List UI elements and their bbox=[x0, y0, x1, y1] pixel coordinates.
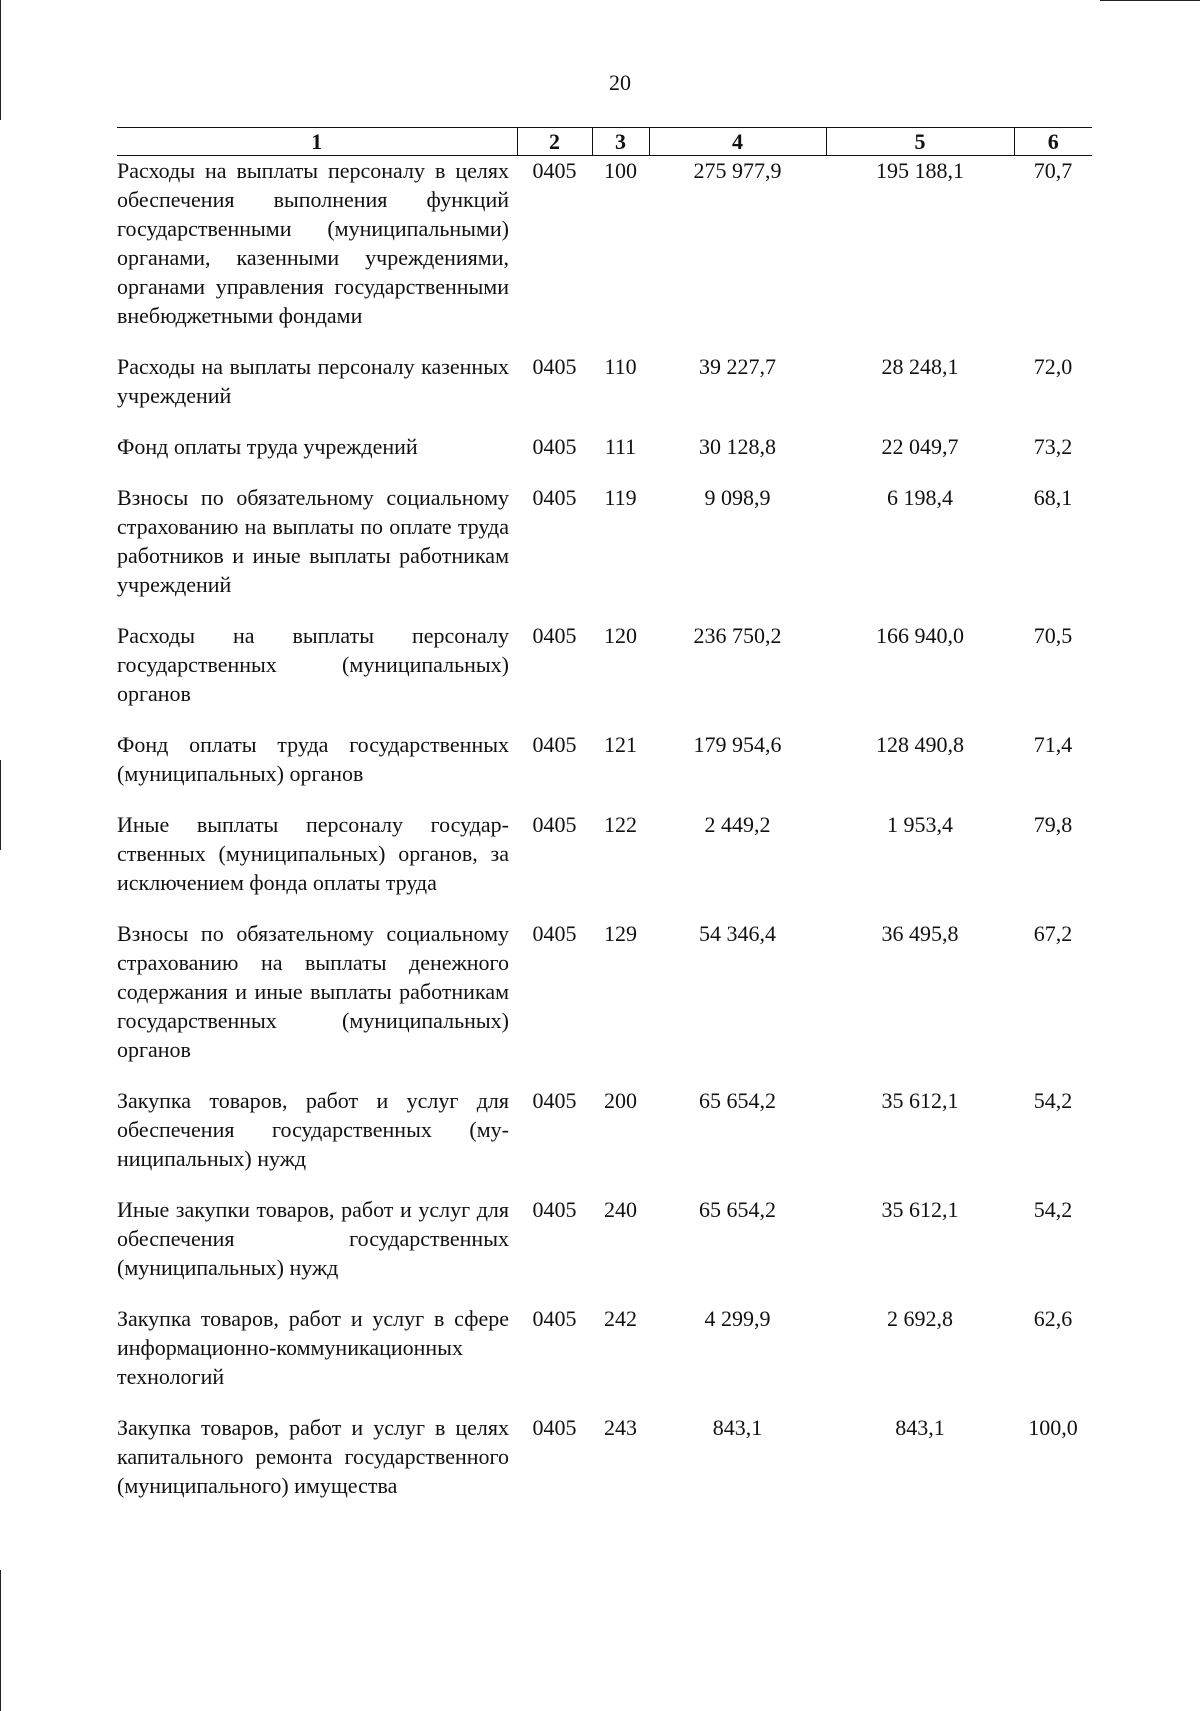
row-section: 0405 bbox=[532, 434, 577, 459]
row-actual: 35 612,1 bbox=[881, 1197, 959, 1222]
row-expense-type: 200 bbox=[604, 1088, 637, 1113]
row-plan: 4 299,9 bbox=[704, 1306, 771, 1331]
row-name: Закупка товаров, работ и услуг в целях капитального ремонта государственного (муниципального) имущества bbox=[117, 1415, 509, 1498]
row-expense-type: 240 bbox=[604, 1197, 637, 1222]
header-col-6: 6 bbox=[1014, 128, 1092, 156]
row-percent: 62,6 bbox=[1033, 1306, 1073, 1331]
row-plan: 2 449,2 bbox=[704, 812, 771, 837]
row-expense-type: 110 bbox=[604, 354, 637, 379]
row-name: Иные закупки товаров, работ и услуг для обеспечения государственных (муниципальных) нужд bbox=[117, 1197, 509, 1280]
header-col-5: 5 bbox=[826, 128, 1014, 156]
row-actual: 35 612,1 bbox=[881, 1088, 959, 1113]
table-row bbox=[117, 432, 1092, 483]
row-section: 0405 bbox=[532, 732, 577, 757]
scan-edge-mark-left-top bbox=[0, 0, 1, 120]
row-name: Фонд оплаты труда государственных (муниципальных) органов bbox=[117, 732, 509, 786]
row-percent: 71,4 bbox=[1033, 732, 1073, 757]
table-row bbox=[117, 919, 1092, 1086]
row-plan: 30 128,8 bbox=[699, 434, 776, 459]
header-col-1: 1 bbox=[117, 128, 517, 156]
row-name: Расходы на выплаты персоналу казенных учреждений bbox=[117, 354, 509, 408]
budget-execution-table bbox=[117, 127, 1092, 1522]
row-name: Закупка товаров, работ и услуг в сфере информационно-коммуникационных технологий bbox=[117, 1306, 509, 1389]
row-section: 0405 bbox=[532, 1415, 577, 1440]
row-section: 0405 bbox=[532, 485, 577, 510]
row-percent: 100,0 bbox=[1028, 1415, 1078, 1440]
header-col-2: 2 bbox=[517, 128, 592, 156]
row-percent: 67,2 bbox=[1033, 921, 1073, 946]
row-expense-type: 100 bbox=[604, 158, 637, 183]
scan-edge-mark-left-bottom bbox=[0, 1570, 1, 1711]
row-actual: 22 049,7 bbox=[881, 434, 959, 459]
row-percent: 70,7 bbox=[1033, 158, 1073, 183]
row-name: Расходы на выплаты персоналу в целях обеспечения выполнения функций государственными (муниципальными) органами, казенными учреждениями, органами управления государственными внебюджетными фондами bbox=[117, 158, 509, 328]
row-expense-type: 121 bbox=[604, 732, 637, 757]
row-percent: 70,5 bbox=[1033, 623, 1073, 648]
row-plan: 39 227,7 bbox=[699, 354, 776, 379]
row-name: Взносы по обязательному социальному страхованию на выплаты денежного содержания и иные выплаты работникам государственных (муниципальных) органов bbox=[117, 921, 509, 1062]
row-expense-type: 243 bbox=[604, 1415, 637, 1440]
table-row bbox=[117, 156, 1092, 353]
table-row bbox=[117, 621, 1092, 730]
table-row bbox=[117, 483, 1092, 621]
row-name: Взносы по обязательному социальному страхованию на выплаты по оплате труда работников и иные выплаты работникам учреждений bbox=[117, 485, 509, 597]
row-plan: 843,1 bbox=[712, 1415, 763, 1440]
header-col-3: 3 bbox=[592, 128, 649, 156]
header-col-4: 4 bbox=[649, 128, 826, 156]
row-section: 0405 bbox=[532, 354, 577, 379]
table-row bbox=[117, 352, 1092, 432]
row-plan: 9 098,9 bbox=[704, 485, 771, 510]
row-section: 0405 bbox=[532, 1088, 577, 1113]
table-row bbox=[117, 1195, 1092, 1304]
row-actual: 166 940,0 bbox=[876, 623, 964, 648]
row-expense-type: 122 bbox=[604, 812, 637, 837]
row-expense-type: 119 bbox=[604, 485, 637, 510]
table-row bbox=[117, 730, 1092, 810]
row-expense-type: 120 bbox=[604, 623, 637, 648]
row-section: 0405 bbox=[532, 1197, 577, 1222]
row-percent: 79,8 bbox=[1033, 812, 1073, 837]
row-actual: 843,1 bbox=[895, 1415, 945, 1440]
row-section: 0405 bbox=[532, 623, 577, 648]
row-actual: 6 198,4 bbox=[887, 485, 953, 510]
row-actual: 128 490,8 bbox=[876, 732, 964, 757]
row-name: Расходы на выплаты персоналу государственных (муниципальных) органов bbox=[117, 623, 509, 706]
scan-edge-mark-top-right bbox=[1100, 0, 1200, 1]
row-expense-type: 242 bbox=[604, 1306, 637, 1331]
row-percent: 54,2 bbox=[1033, 1088, 1073, 1113]
scan-edge-mark-left-middle bbox=[0, 760, 1, 850]
row-actual: 1 953,4 bbox=[887, 812, 953, 837]
table-row bbox=[117, 810, 1092, 919]
row-percent: 54,2 bbox=[1033, 1197, 1073, 1222]
row-plan: 65 654,2 bbox=[699, 1088, 776, 1113]
row-plan: 275 977,9 bbox=[693, 158, 782, 183]
row-actual: 2 692,8 bbox=[887, 1306, 953, 1331]
row-section: 0405 bbox=[532, 1306, 577, 1331]
page-number: 20 bbox=[609, 70, 631, 95]
row-actual: 28 248,1 bbox=[881, 354, 959, 379]
table-row bbox=[117, 1413, 1092, 1522]
table-row bbox=[117, 1304, 1092, 1413]
row-expense-type: 129 bbox=[604, 921, 637, 946]
row-section: 0405 bbox=[532, 812, 577, 837]
row-plan: 179 954,6 bbox=[693, 732, 782, 757]
row-percent: 68,1 bbox=[1033, 485, 1073, 510]
row-percent: 73,2 bbox=[1033, 434, 1073, 459]
row-plan: 236 750,2 bbox=[693, 623, 782, 648]
row-plan: 65 654,2 bbox=[699, 1197, 776, 1222]
row-plan: 54 346,4 bbox=[699, 921, 776, 946]
row-name: Закупка товаров, работ и услуг для обеспечения государственных (муниципальных) нужд bbox=[117, 1088, 509, 1171]
row-expense-type: 111 bbox=[604, 434, 637, 459]
table-header-row bbox=[117, 128, 1092, 156]
table-row bbox=[117, 1086, 1092, 1195]
row-percent: 72,0 bbox=[1033, 354, 1073, 379]
row-name: Фонд оплаты труда учреждений bbox=[117, 434, 418, 459]
row-name: Иные выплаты персоналу государственных (муниципальных) органов, за исключением фонда оплаты труда bbox=[117, 812, 509, 895]
row-actual: 195 188,1 bbox=[876, 158, 964, 183]
row-section: 0405 bbox=[532, 158, 577, 183]
row-actual: 36 495,8 bbox=[881, 921, 959, 946]
row-section: 0405 bbox=[532, 921, 577, 946]
